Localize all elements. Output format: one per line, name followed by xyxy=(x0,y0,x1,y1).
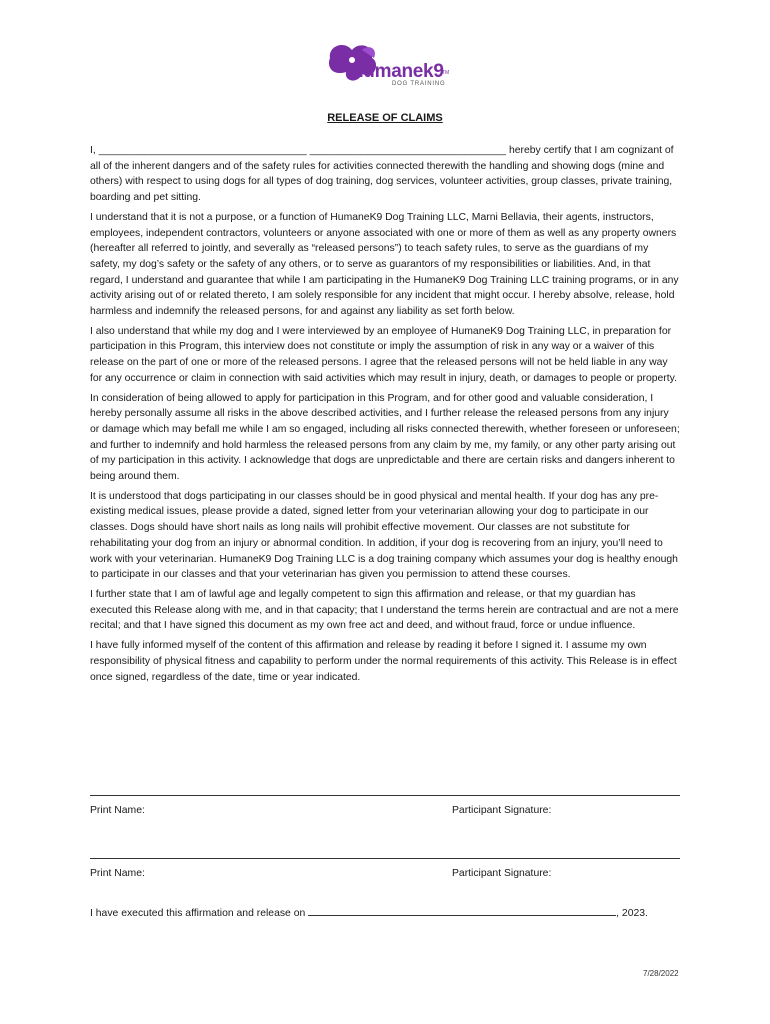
brand-tagline: DOG TRAINING xyxy=(392,81,446,87)
execution-date-field[interactable] xyxy=(308,905,616,916)
execution-suffix: , 2023. xyxy=(616,908,648,919)
participant-signature-label-2: Participant Signature: xyxy=(452,868,552,879)
brand-name: humanek9 xyxy=(352,61,444,82)
signature-line-2[interactable] xyxy=(90,858,680,859)
participant-signature-label-1: Participant Signature: xyxy=(452,805,552,816)
paragraph-assumption-of-risk: In consideration of being allowed to apply for participation in this Program, and for other good and valuable consideration, I hereby personally assume all risks in the above described activities, and I further release the released persons from any injury or damage which may befall me while I am so engaged, including all risks connected therewith, whether foreseen or unforeseen; and further to indemnify and hold harmless the released persons from any claim by me, my family, or any other party arising out of my participation in this activity. I acknowledge that dogs are unpredictable and there are certain risks and dangers inherent to being around them. xyxy=(90,392,680,483)
paragraph-health-requirements: It is understood that dogs participating in our classes should be in good physical and mental health. If your dog has any pre-existing medical issues, please provide a dated, signed letter from your veterinarian allowing your dog to participate in our classes. Dogs should have short nails as long nails will prohibit effective movement. Our classes are not substitute for rehabilitating your dog from an injury or abnormal condition. In addition, if your dog is recovering from an injury, you’ll need to work with your veterinarian. HumaneK9 Dog Training LLC is a dog training company which assumes your dog is healthy enough to participate in our classes and that your veterinarian has given you permission to attend these courses. xyxy=(90,490,678,581)
paragraph-legal-capacity: I further state that I am of lawful age and legally competent to sign this affirmation and release, or that my guardian has executed this Release along with me, and in that capacity; that I understand the terms herein are contractual and are not a mere recital; and that I have signed this document as my own free act and deed, and without fraud, force or undue influence. xyxy=(90,588,679,632)
paragraph-responsibility: I understand that it is not a purpose, or a function of HumaneK9 Dog Training LLC, Marni Bellavia, their agents, instructors, employees, independent contractors, volunteers or anyone associated with one or more of them as well as any property owners (hereafter all referred to jointly, and severally as “released persons”) to teach safety rules, to serve as the guardians of my safety, my dog’s safety or the safety of any others, or to serve as guarantors of my responsibilities or liabilities. And, in that regard, I understand and guarantee that while I am participating in the HumaneK9 Dog Training LLC training programs, or in any activity arising out of or related thereto, I am solely responsible for any incident that might occur. I hereby absolve, release, hold harmless and indemnify the released persons, for and against any liability as set forth below. xyxy=(90,211,679,318)
execution-statement xyxy=(90,905,648,919)
document-title: RELEASE OF CLAIMS xyxy=(327,112,443,124)
execution-prefix: I have executed this affirmation and release on xyxy=(90,908,306,919)
print-name-label-2: Print Name: xyxy=(90,868,145,879)
signature-line-1[interactable] xyxy=(90,795,680,796)
trademark-mark: TM xyxy=(442,70,450,76)
print-name-label-1: Print Name: xyxy=(90,805,145,816)
paragraph-certification: I, ____________________________________ __________________________________ hereby certify that I am cognizant of all of the inherent dangers and of the safety rules for activities connected therewith the handling and showing dogs (mine and others) with respect to using dogs for all types of dog training, dog services, volunteer activities, group classes, private training, boarding and pet sitting. xyxy=(90,145,674,204)
release-body xyxy=(90,143,680,689)
revision-date: 7/28/2022 xyxy=(643,969,679,978)
paragraph-interview: I also understand that while my dog and I were interviewed by an employee of HumaneK9 Dog Training LLC, in preparation for participation in this Program, this interview does not constitute or imply the assumption of risk in any way or a waiver of this release on the part of one or more of the released persons. I agree that the released persons will not be held liable in any way for any occurrence or claim in connection with said activities which may result in injury, death, or damages to people or property. xyxy=(90,325,677,384)
paragraph-acknowledgement: I have fully informed myself of the content of this affirmation and release by reading it before I signed it. I assume my own responsibility of physical fitness and capability to perform under the normal requirements of this activity. This Release is in effect once signed, regardless of the date, time or year indicated. xyxy=(90,640,677,683)
